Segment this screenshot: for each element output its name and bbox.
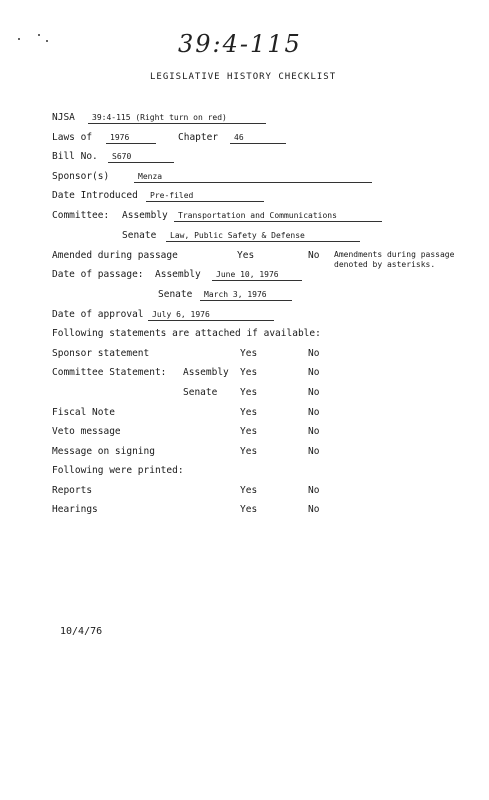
- veto-message-label: Veto message: [52, 426, 121, 437]
- following-printed-heading: Following were printed:: [52, 465, 184, 476]
- reports-no: No: [308, 485, 320, 496]
- sponsor-statement-yes: Yes: [240, 348, 258, 359]
- fiscal-note-yes: Yes: [240, 407, 258, 418]
- laws-value: 1976: [106, 133, 156, 144]
- scan-speck: [46, 40, 48, 42]
- committee-statement-assembly-label: Assembly: [183, 367, 229, 378]
- committee-senate-value: Law, Public Safety & Defense: [166, 231, 360, 242]
- amended-label: Amended during passage: [52, 250, 178, 261]
- date-introduced-value: Pre-filed: [146, 191, 264, 202]
- amended-note-line-1: Amendments during passage: [334, 250, 455, 259]
- chapter-value: 46: [230, 133, 286, 144]
- sponsor-statement-no: No: [308, 348, 320, 359]
- amended-no: No: [308, 250, 320, 261]
- njsa-label: NJSA: [52, 112, 75, 123]
- reports-label: Reports: [52, 485, 93, 496]
- message-on-signing-label: Message on signing: [52, 446, 155, 457]
- sponsor-label: Sponsor(s): [52, 171, 110, 182]
- scan-speck: [18, 38, 20, 40]
- scan-speck: [38, 34, 40, 36]
- committee-assembly-value: Transportation and Communications: [174, 211, 382, 222]
- message-on-signing-no: No: [308, 446, 320, 457]
- handwritten-statute-number: 39:4-115: [178, 30, 302, 58]
- committee-statement-label: Committee Statement:: [52, 367, 167, 378]
- bill-value: S670: [108, 152, 174, 163]
- veto-message-yes: Yes: [240, 426, 258, 437]
- amended-yes: Yes: [237, 250, 255, 261]
- committee-label: Committee:: [52, 210, 110, 221]
- bill-label: Bill No.: [52, 151, 98, 162]
- page-title: LEGISLATIVE HISTORY CHECKLIST: [150, 72, 337, 82]
- passage-assembly-value: June 10, 1976: [212, 270, 302, 281]
- committee-assembly-label: Assembly: [122, 210, 168, 221]
- sponsor-statement-label: Sponsor statement: [52, 348, 150, 359]
- date-of-approval-value: July 6, 1976: [148, 310, 274, 321]
- njsa-value: 39:4-115 (Right turn on red): [88, 113, 266, 124]
- committee-statement-senate-label: Senate: [183, 387, 218, 398]
- committee-statement-assembly-no: No: [308, 367, 320, 378]
- committee-senate-label: Senate: [122, 230, 157, 241]
- hearings-label: Hearings: [52, 504, 98, 515]
- amended-note-line-2: denoted by asterisks.: [334, 260, 436, 269]
- veto-message-no: No: [308, 426, 320, 437]
- laws-label: Laws of: [52, 132, 93, 143]
- passage-assembly-label: Assembly: [155, 269, 201, 280]
- date-of-approval-label: Date of approval: [52, 309, 144, 320]
- chapter-label: Chapter: [178, 132, 219, 143]
- passage-senate-value: March 3, 1976: [200, 290, 292, 301]
- date-of-passage-label: Date of passage:: [52, 269, 144, 280]
- hearings-yes: Yes: [240, 504, 258, 515]
- passage-senate-label: Senate: [158, 289, 193, 300]
- fiscal-note-label: Fiscal Note: [52, 407, 115, 418]
- date-introduced-label: Date Introduced: [52, 190, 138, 201]
- hearings-no: No: [308, 504, 320, 515]
- message-on-signing-yes: Yes: [240, 446, 258, 457]
- committee-statement-senate-no: No: [308, 387, 320, 398]
- reports-yes: Yes: [240, 485, 258, 496]
- footer-date: 10/4/76: [60, 626, 103, 637]
- committee-statement-assembly-yes: Yes: [240, 367, 258, 378]
- fiscal-note-no: No: [308, 407, 320, 418]
- following-attached-heading: Following statements are attached if available:: [52, 328, 321, 339]
- committee-statement-senate-yes: Yes: [240, 387, 258, 398]
- sponsor-value: Menza: [134, 172, 372, 183]
